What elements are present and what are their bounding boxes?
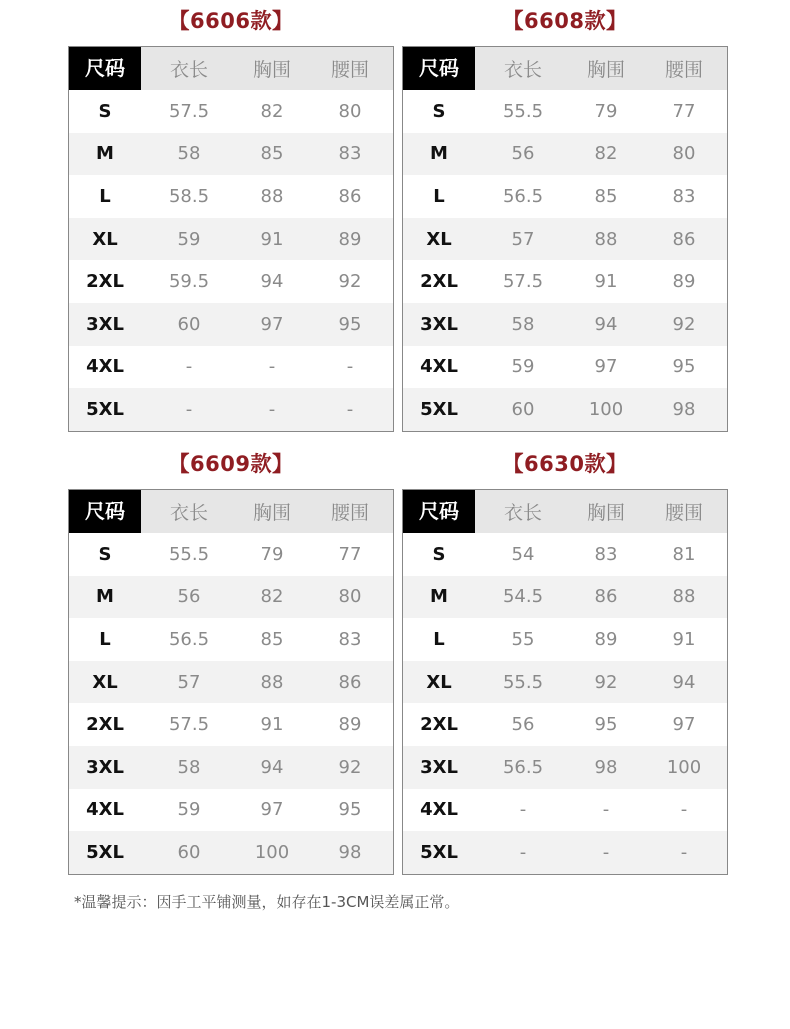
measure-cell: 77 (672, 100, 696, 122)
table-row (403, 133, 727, 176)
header-cell: 腰围 (330, 502, 369, 524)
size-table (68, 46, 394, 432)
measure-cell: 54.5 (502, 586, 544, 608)
measure-cell: 79 (260, 543, 284, 565)
header-cell: 衣长 (503, 502, 542, 524)
measure-cell: 89 (338, 228, 362, 250)
header-cell: 尺码 (69, 47, 141, 90)
size-table-6609 (68, 443, 394, 875)
table-row (403, 303, 727, 346)
header-row (69, 490, 393, 533)
measure-cell: 56 (177, 586, 201, 608)
measure-cell: 85 (594, 185, 618, 207)
size-label: 4XL (86, 356, 124, 378)
measure-cell: 55.5 (502, 671, 544, 693)
header-cell: 腰围 (664, 502, 703, 524)
measure-cell: 59.5 (168, 271, 210, 293)
table-row (403, 831, 727, 874)
measure-cell: 55.5 (168, 543, 210, 565)
measure-cell: 92 (672, 313, 696, 335)
measure-cell: 57.5 (168, 100, 210, 122)
size-label: S (432, 543, 446, 565)
measure-cell: 58.5 (168, 185, 210, 207)
header-row (69, 47, 393, 90)
table-row (403, 746, 727, 789)
table-row (69, 260, 393, 303)
measure-cell: 77 (338, 543, 362, 565)
size-label: 3XL (86, 313, 124, 335)
measure-cell: 79 (594, 100, 618, 122)
size-label: 3XL (420, 313, 458, 335)
header-cell: 胸围 (586, 59, 625, 81)
measure-cell: 83 (594, 543, 618, 565)
size-label: 2XL (420, 271, 458, 293)
size-label: XL (426, 228, 452, 250)
measure-cell: 56 (511, 143, 535, 165)
measure-cell: 98 (594, 756, 618, 778)
measure-cell: 97 (260, 313, 284, 335)
measure-cell: - (185, 356, 193, 378)
measure-cell: 59 (177, 228, 201, 250)
measure-cell: 95 (338, 313, 362, 335)
header-cell: 衣长 (503, 59, 542, 81)
measure-cell: 86 (594, 586, 618, 608)
table-row (403, 388, 727, 431)
table-title: 【6606款】 (168, 9, 294, 33)
measure-cell: - (680, 799, 688, 821)
measure-cell: 92 (594, 671, 618, 693)
size-label: 4XL (420, 356, 458, 378)
table-row (403, 703, 727, 746)
measure-cell: 57 (511, 228, 535, 250)
size-table-6630 (402, 443, 728, 875)
header-row (403, 47, 727, 90)
measure-cell: 58 (177, 143, 201, 165)
size-table (402, 46, 728, 432)
size-label: 5XL (420, 398, 458, 420)
measure-cell: - (519, 841, 527, 863)
table-row (69, 576, 393, 619)
measure-cell: 58 (511, 313, 535, 335)
size-label: 2XL (420, 714, 458, 736)
measure-cell: 94 (260, 271, 284, 293)
measure-cell: 82 (594, 143, 618, 165)
table-row (403, 260, 727, 303)
table-row (69, 533, 393, 576)
measure-cell: 82 (260, 586, 284, 608)
measure-cell: 80 (672, 143, 696, 165)
measure-cell: 97 (260, 799, 284, 821)
size-label: 3XL (86, 756, 124, 778)
measure-cell: 88 (260, 185, 284, 207)
table-row (69, 218, 393, 261)
measure-cell: 55 (511, 628, 535, 650)
table-title: 【6630款】 (502, 452, 628, 476)
size-table-6606 (68, 0, 394, 432)
measure-cell: 60 (177, 313, 201, 335)
measure-cell: 57.5 (502, 271, 544, 293)
header-cell: 尺码 (403, 47, 475, 90)
size-label: M (96, 586, 114, 608)
measure-cell: 56 (511, 714, 535, 736)
measure-cell: 83 (338, 628, 362, 650)
measure-cell: 98 (672, 398, 696, 420)
table-row (69, 346, 393, 389)
measure-cell: 83 (672, 185, 696, 207)
header-cell: 胸围 (252, 502, 291, 524)
measure-cell: 94 (260, 756, 284, 778)
size-label: L (433, 628, 445, 650)
table-row (69, 175, 393, 218)
table-row (403, 218, 727, 261)
measure-cell: 97 (594, 356, 618, 378)
measure-cell: 88 (594, 228, 618, 250)
measure-cell: 86 (338, 671, 362, 693)
measure-cell: 55.5 (502, 100, 544, 122)
size-label: M (96, 143, 114, 165)
size-label: 4XL (86, 799, 124, 821)
measure-cell: 91 (672, 628, 696, 650)
size-label: M (430, 143, 448, 165)
table-title: 【6609款】 (168, 452, 294, 476)
header-cell: 胸围 (252, 59, 291, 81)
measure-cell: 57.5 (168, 714, 210, 736)
header-cell: 尺码 (69, 490, 141, 533)
header-cell: 胸围 (586, 502, 625, 524)
measure-cell: 85 (260, 628, 284, 650)
measure-cell: - (268, 398, 276, 420)
measure-cell: 100 (666, 756, 702, 778)
measure-cell: 58 (177, 756, 201, 778)
measure-cell: 95 (594, 714, 618, 736)
measure-cell: - (346, 356, 354, 378)
header-cell: 尺码 (403, 490, 475, 533)
header-cell: 腰围 (664, 59, 703, 81)
size-label: XL (426, 671, 452, 693)
header-cell: 腰围 (330, 59, 369, 81)
measure-cell: 100 (588, 398, 624, 420)
measure-cell: - (185, 398, 193, 420)
table-title: 【6608款】 (502, 9, 628, 33)
measure-cell: 82 (260, 100, 284, 122)
measure-cell: 59 (177, 799, 201, 821)
table-row (403, 618, 727, 661)
measure-cell: - (268, 356, 276, 378)
measure-cell: 56.5 (502, 185, 544, 207)
measure-cell: 60 (511, 398, 535, 420)
table-row (69, 133, 393, 176)
measurement-note: *温馨提示：因手工平铺测量，如存在1-3CM误差属正常。 (74, 893, 460, 911)
measure-cell: 57 (177, 671, 201, 693)
measure-cell: 88 (260, 671, 284, 693)
measure-cell: 81 (672, 543, 696, 565)
measure-cell: 94 (672, 671, 696, 693)
size-label: XL (92, 671, 118, 693)
measure-cell: 80 (338, 100, 362, 122)
table-row (69, 661, 393, 704)
size-label: L (99, 628, 111, 650)
size-label: L (433, 185, 445, 207)
size-label: 2XL (86, 714, 124, 736)
size-label: 3XL (420, 756, 458, 778)
size-label: 4XL (420, 799, 458, 821)
table-row (69, 303, 393, 346)
size-table (402, 489, 728, 875)
measure-cell: 56.5 (502, 756, 544, 778)
measure-cell: 88 (672, 586, 696, 608)
measure-cell: - (602, 841, 610, 863)
size-label: S (98, 100, 112, 122)
size-table-6608 (402, 0, 728, 432)
table-row (403, 346, 727, 389)
size-label: 5XL (86, 841, 124, 863)
size-table (68, 489, 394, 875)
measure-cell: - (602, 799, 610, 821)
measure-cell: 91 (260, 228, 284, 250)
measure-cell: 91 (594, 271, 618, 293)
measure-cell: - (680, 841, 688, 863)
size-label: S (432, 100, 446, 122)
measure-cell: 56.5 (168, 628, 210, 650)
measure-cell: 54 (511, 543, 535, 565)
header-row (403, 490, 727, 533)
measure-cell: 86 (338, 185, 362, 207)
measure-cell: 59 (511, 356, 535, 378)
measure-cell: 80 (338, 586, 362, 608)
table-row (69, 618, 393, 661)
header-cell: 衣长 (169, 59, 208, 81)
table-row (403, 533, 727, 576)
measure-cell: 92 (338, 271, 362, 293)
measure-cell: 89 (338, 714, 362, 736)
table-row (69, 831, 393, 874)
table-row (69, 703, 393, 746)
size-label: 5XL (86, 398, 124, 420)
table-row (403, 661, 727, 704)
size-label: 2XL (86, 271, 124, 293)
table-row (69, 789, 393, 832)
size-label: 5XL (420, 841, 458, 863)
measure-cell: 89 (594, 628, 618, 650)
measure-cell: 94 (594, 313, 618, 335)
measure-cell: 60 (177, 841, 201, 863)
measure-cell: 91 (260, 714, 284, 736)
measure-cell: 83 (338, 143, 362, 165)
measure-cell: 95 (338, 799, 362, 821)
header-cell: 衣长 (169, 502, 208, 524)
measure-cell: 95 (672, 356, 696, 378)
measure-cell: 85 (260, 143, 284, 165)
table-row (69, 388, 393, 431)
size-label: L (99, 185, 111, 207)
table-row (403, 90, 727, 133)
table-row (69, 90, 393, 133)
measure-cell: 98 (338, 841, 362, 863)
table-row (403, 576, 727, 619)
table-row (403, 175, 727, 218)
table-row (403, 789, 727, 832)
measure-cell: 89 (672, 271, 696, 293)
measure-cell: 86 (672, 228, 696, 250)
measure-cell: - (519, 799, 527, 821)
table-row (69, 746, 393, 789)
size-label: M (430, 586, 448, 608)
measure-cell: 97 (672, 714, 696, 736)
measure-cell: 92 (338, 756, 362, 778)
size-label: XL (92, 228, 118, 250)
size-label: S (98, 543, 112, 565)
measure-cell: - (346, 398, 354, 420)
measure-cell: 100 (254, 841, 290, 863)
